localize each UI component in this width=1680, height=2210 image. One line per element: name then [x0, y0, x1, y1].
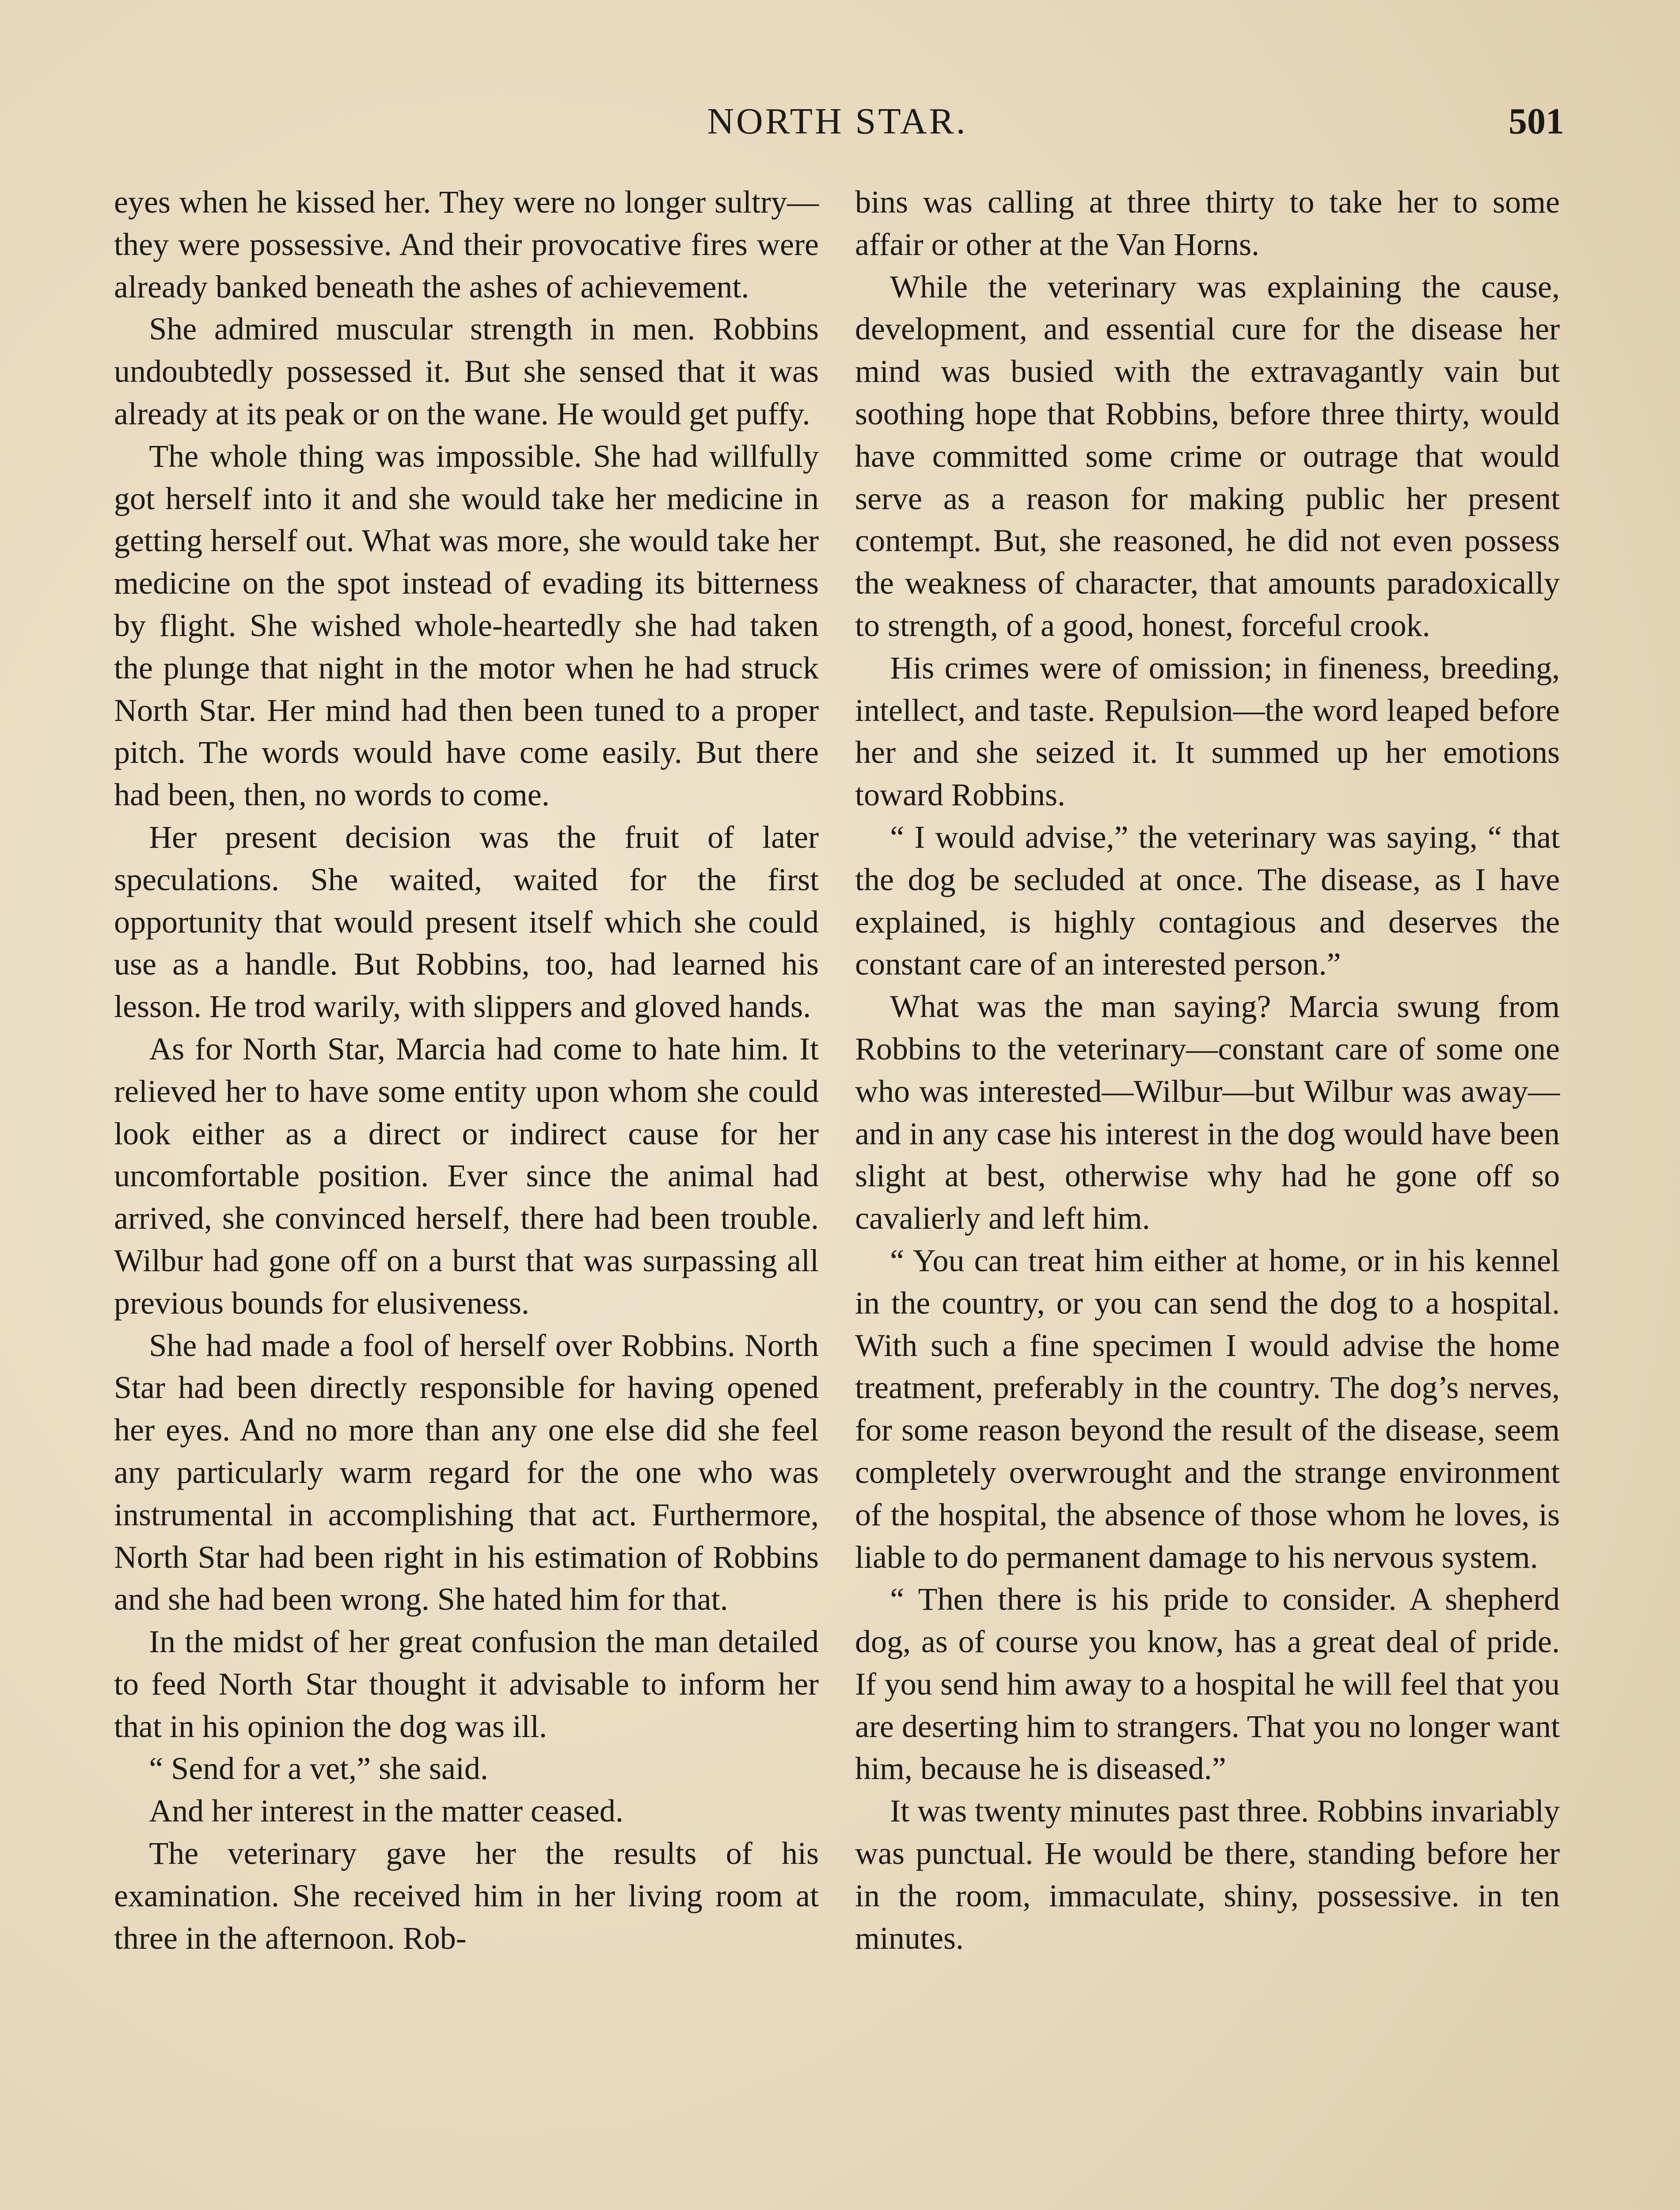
paragraph: “ You can treat him either at home, or in his kennel in the country, or you can send the dog to a hospital. With such a fine specimen I would advise the home treatment, preferably in the country. The dog’s nerves, for some reason beyond the result of the disease, seem completely overwrought and the strange environment of the hospital, the absence of those whom he loves, is liable to do permanent damage to his nervous system.	[855, 1242, 1560, 1575]
running-title: NORTH STAR.	[707, 101, 968, 142]
right-column	[855, 181, 1560, 1959]
paragraph: “ I would advise,” the veterinary was saying, “ that the dog be secluded at once. The disease, as I have explained, is highly contagious and deserves the constant care of an interested person.”	[855, 819, 1560, 982]
paragraph: While the veterinary was explaining the cause, development, and essential cure for the disease her mind was busied with the extravagantly vain but soothing hope that Robbins, before three thirty, would have committed some crime or outrage that would serve as a reason for making public her present contempt. But, she reasoned, he did not even possess the weakness of character, that amounts paradoxically to strength, of a good, honest, forceful crook.	[855, 269, 1560, 643]
paragraph: eyes when he kissed her. They were no longer sultry—they were possessive. And their provocative fires were already banked beneath the ashes of achievement.	[114, 184, 819, 305]
page-number: 501	[1509, 101, 1564, 142]
paragraph: As for North Star, Marcia had come to hate him. It relieved her to have some entity upon whom she could look either as a direct or indirect cause for her uncomfortable position. Ever since the animal had arrived, she convinced herself, there had been trouble. Wilbur had gone off on a burst that was surpassing all previous bounds for elusiveness.	[114, 1031, 819, 1321]
paragraph: The whole thing was impossible. She had willfully got herself into it and she would take her medicine in getting herself out. What was more, she would take her medicine on the spot instead of evading its bitterness by flight. She wished whole-heartedly she had taken the plunge that night in the motor when he had struck North Star. Her mind had then been tuned to a proper pitch. The words would have come easily. But there had been, then, no words to come.	[114, 438, 819, 813]
paragraph: She admired muscular strength in men. Robbins undoubtedly possessed it. But she sensed that it was already at its peak or on the wane. He would get puffy.	[114, 311, 819, 431]
paragraph: bins was calling at three thirty to take her to some affair or other at the Van Horns.	[855, 184, 1560, 262]
left-column	[114, 181, 819, 1959]
paragraph: Her present decision was the fruit of later speculations. She waited, waited for the first opportunity that would present itself which she could use as a handle. But Robbins, too, had learned his lesson. He trod warily, with slippers and gloved hands.	[114, 819, 819, 1025]
paragraph: She had made a fool of herself over Robbins. North Star had been directly responsible for having opened her eyes. And no more than any one else did she feel any particularly warm regard for the one who was instrumental in accomplishing that act. Furthermore, North Star had been right in his estimation of Robbins and she had been wrong. She hated him for that.	[114, 1327, 819, 1617]
paragraph: In the midst of her great confusion the man detailed to feed North Star thought it advisable to inform her that in his opinion the dog was ill.	[114, 1624, 819, 1744]
paragraph: It was twenty minutes past three. Robbins invariably was punctual. He would be there, standing before her in the room, immaculate, shiny, possessive. in ten minutes.	[855, 1793, 1560, 1956]
paragraph: “ Send for a vet,” she said.	[149, 1751, 488, 1787]
paragraph: And her interest in the matter ceased.	[149, 1793, 623, 1829]
paragraph: The veterinary gave her the results of his examination. She received him in her living room at three in the afternoon. Rob-	[114, 1836, 819, 1956]
paragraph: “ Then there is his pride to consider. A shepherd dog, as of course you know, has a great deal of pride. If you send him away to a hospital he will feel that you are deserting him to strangers. That you no longer want him, because he is diseased.”	[855, 1581, 1560, 1787]
page-header	[110, 95, 1564, 148]
paragraph: His crimes were of omission; in fineness, breeding, intellect, and taste. Repulsion—the word leaped before her and she seized it. It summed up her emotions toward Robbins.	[855, 650, 1560, 813]
paragraph: What was the man saying? Marcia swung from Robbins to the veterinary—constant care of some one who was interested—Wilbur—but Wilbur was away—and in any case his interest in the dog would have been slight at best, otherwise why had he gone off so cavalierly and left him.	[855, 989, 1560, 1236]
